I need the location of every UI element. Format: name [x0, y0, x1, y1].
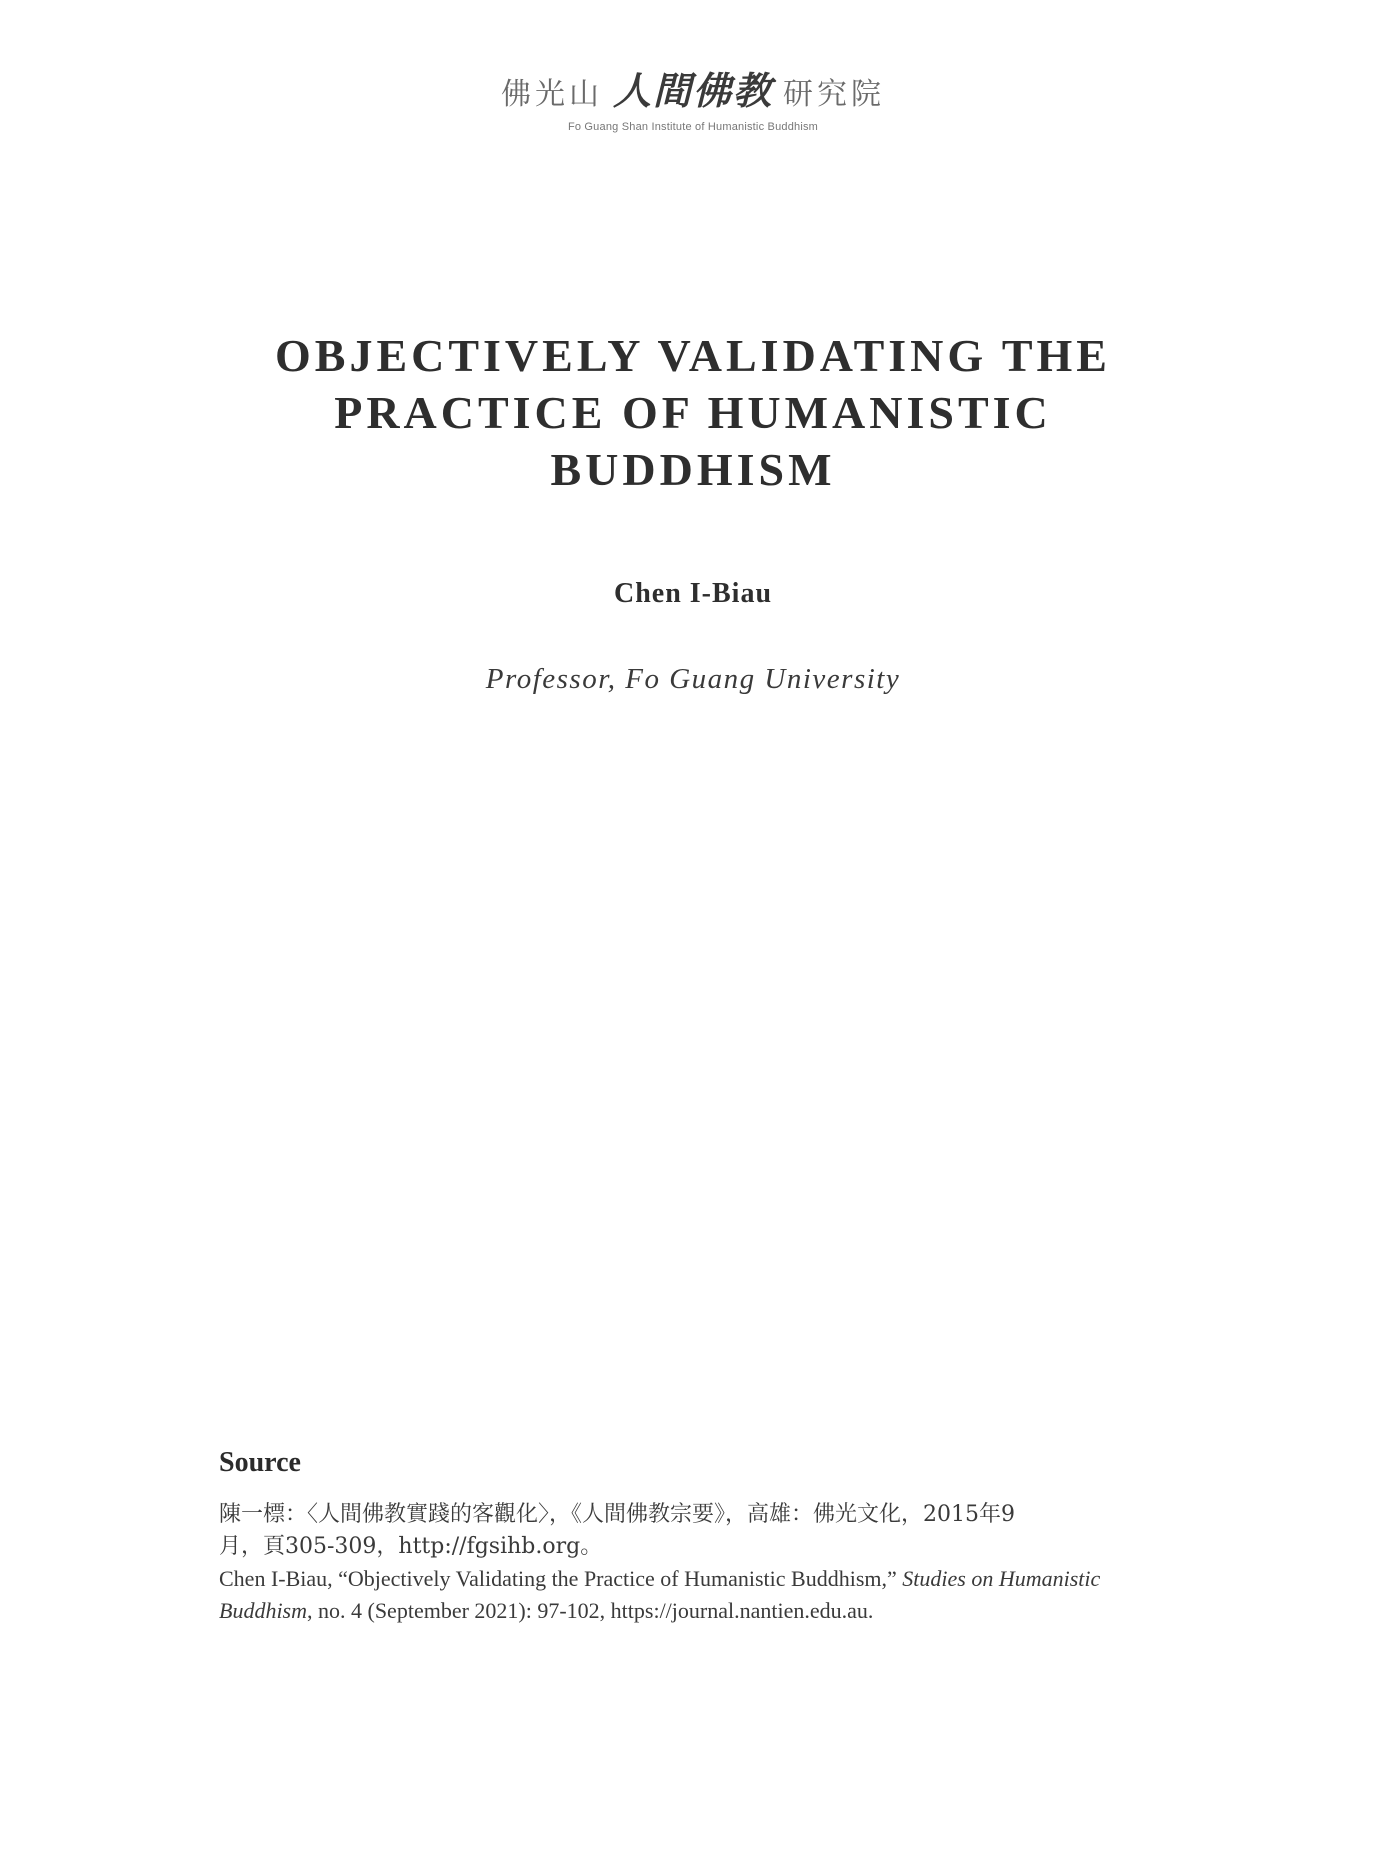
institute-header — [0, 60, 1386, 133]
author-affiliation: Professor, Fo Guang University — [485, 663, 901, 695]
citation-zh-line-2: 月，頁305-309，http://fgsihb.org。 — [219, 1534, 603, 1559]
citation-en-text: Chen I-Biau, “Objectively Validating the Practice of Humanistic Buddhism,” — [219, 1566, 903, 1591]
citation-journal-title-cont: Buddhism — [219, 1598, 307, 1623]
title-line-2: PRACTICE OF HUMANISTIC — [334, 387, 1052, 438]
author-name: Chen I-Biau — [613, 578, 773, 609]
citation-zh-line-1: 陳一標：〈人間佛教實踐的客觀化〉，《人間佛教宗要》，高雄：佛光文化，2015年9 — [219, 1502, 1015, 1527]
title-line-3: BUDDHISM — [550, 444, 836, 495]
source-section — [219, 1447, 1209, 1627]
source-citations — [219, 1499, 1209, 1627]
citation-en-line-1 — [219, 1563, 1209, 1595]
citation-journal-title: Studies on Humanistic — [902, 1566, 1101, 1591]
article-title — [0, 327, 1386, 498]
header-calligraphy: 人間佛教 — [612, 68, 773, 113]
source-heading: Source — [219, 1447, 301, 1478]
header-english-name: Fo Guang Shan Institute of Humanistic Buddhism — [567, 121, 819, 133]
header-zh-left: 佛光山 — [500, 77, 603, 112]
header-zh-right: 研究院 — [783, 77, 885, 112]
citation-en-line-2 — [219, 1595, 1209, 1627]
institute-logo — [501, 60, 885, 115]
title-line-1: OBJECTIVELY VALIDATING THE — [274, 330, 1111, 381]
citation-en-details: , no. 4 (September 2021): 97-102, https://journal.nantien.edu.au. — [307, 1598, 874, 1623]
